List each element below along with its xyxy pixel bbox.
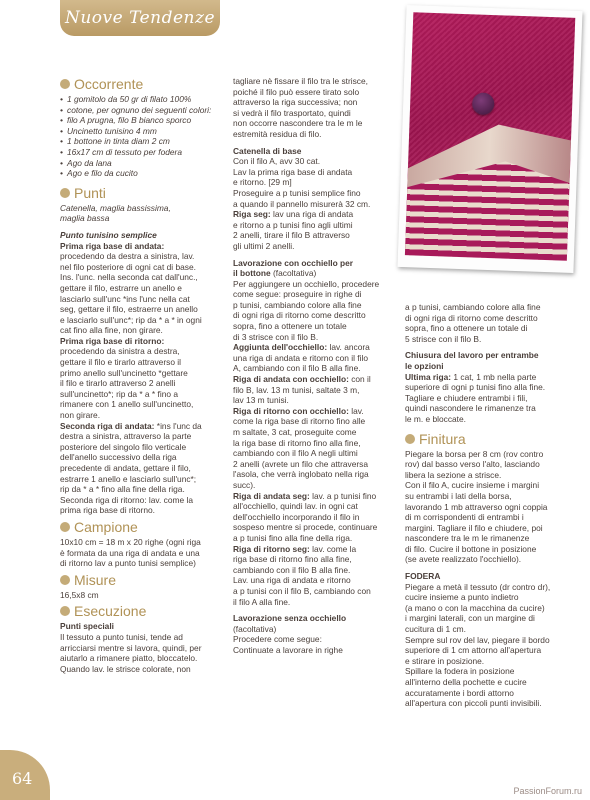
- heading-punti: Punti: [60, 185, 224, 201]
- bullet-dot-icon: [405, 434, 415, 444]
- punti-text: Catenella, maglia bassissima, maglia bassa: [60, 202, 171, 224]
- list-item: • Ago e filo da cucito: [67, 168, 224, 179]
- punti-speciali-text: Il tessuto a punto tunisi, tende ad arricciarsi mentre si lavora, quindi, per aiutarlo a rimanere piatto, bloccatelo. Quando lav. le strisce colorate, non: [60, 631, 202, 674]
- bullet-dot-icon: [60, 606, 70, 616]
- list-item: • Ago da lana: [67, 158, 224, 169]
- punti-speciali-label: Punti speciali: [60, 621, 114, 632]
- watermark: PassionForum.ru: [513, 786, 582, 796]
- bullet-dot-icon: [60, 522, 70, 532]
- bullet-dot-icon: [60, 575, 70, 585]
- column-1: [60, 76, 224, 674]
- section-header-tab: [60, 0, 220, 36]
- crochet-pouch-image: [405, 12, 575, 261]
- lavorazione-heading: Lavorazione con occhiello per il bottone (facoltativa): [233, 257, 354, 279]
- misure-text: 16,5x8 cm: [60, 589, 99, 600]
- heading-occorrente: Occorrente: [60, 76, 224, 92]
- senza-occhiello-text: (facoltativa) Procedere come segue: Continuate a lavorare in righe: [233, 623, 343, 655]
- list-item: • 1 bottone in tinta diam 2 cm: [67, 136, 224, 147]
- page-number: 64: [12, 769, 33, 788]
- list-item: • 16x17 cm di tessuto per fodera: [67, 147, 224, 158]
- section-title: Nuove Tendenze: [64, 8, 216, 28]
- intro-text: a p tunisi, cambiando colore alla fine di ogni riga di ritorno come descritto sopra, fino a ottenere un totale di 5 strisce con il filo B.: [405, 302, 541, 344]
- chiusura-text: Ultima riga: 1 cat, 1 mb nella parte superiore di ogni p tunisi fino alla fine. Tagliare e chiudere entrambi i fili, quindi nascondere le rimanenze tra le m. e bloccate.: [405, 371, 546, 424]
- bullet-dot-icon: [60, 188, 70, 198]
- heading-esecuzione: Esecuzione: [60, 603, 224, 619]
- page-number-tab: [0, 750, 50, 800]
- product-photo: [397, 5, 582, 273]
- list-item: • cotone, per ognuno dei seguenti colori:: [67, 105, 224, 116]
- prima-andata-paragraph: Prima riga base di andata: procedendo da destra a sinistra, lav. nel filo posteriore di ogni cat di base. Ins. l'unc. nella seconda cat dall'unc., gettare il filo, estrarre un anello e lasciarlo sull'unc *ins l'unc nella cat seg, gettare il filo, estraerre un anello e lasciarlo sull'unc*; rip da * a * in ogni cat fino alla fine, non girare.: [60, 240, 202, 336]
- intro-text: tagliare nè fissare il filo tra le strisce, poiché il filo può essere tirato solo attraverso la riga successiva; non si vedrà il filo trasportato, quindi non occorre nascondere tra le m le estremità residua di filo.: [233, 76, 368, 139]
- list-item: • filo A prugna, filo B bianco sporco: [67, 115, 224, 126]
- bullet-dot-icon: [60, 79, 70, 89]
- catenella-text: Con il filo A, avv 30 cat. Lav la prima riga base di andata e ritorno. [29 m] Proseguire a p tunisi semplice fino a quando il pannello misurerà 32 cm. Riga seg: lav una riga di andata e ritorno a p tunisi fino agli ultimi 2 anelli, tirare il filo B attraverso gli ultimi 2 anelli.: [233, 156, 371, 251]
- fodera-heading: FODERA: [405, 571, 441, 582]
- catenella-heading: Catenella di base: [233, 145, 302, 156]
- finitura-text: Piegare la borsa per 8 cm (rov contro rov) dal basso verso l'alto, lasciando libera la sezione a strisce. Con il filo A, cucire insieme i margini su entrambi i lati della borsa, lavorando 1 mb attraverso ogni coppia di m corrispondenti di entrambi i margini. Tagliare il filo e chiudere, poi nascondere tra le m le rimanenze di filo. Cucire il bottone in posizione (se avete realizzato l'occhiello).: [405, 448, 548, 565]
- heading-misure: Misure: [60, 572, 224, 588]
- column-3: [405, 302, 575, 709]
- tunisino-subheading: Punto tunisino semplice: [60, 229, 157, 240]
- senza-occhiello-heading: Lavorazione senza occhiello: [233, 613, 347, 624]
- heading-campione: Campione: [60, 519, 224, 535]
- materials-list: [60, 94, 224, 179]
- prima-ritorno-paragraph: Prima riga base di ritorno: procedendo da sinistra a destra, gettare il filo e tirarlo attraverso il primo anello sull'uncinetto *gettare il filo e tirarlo attraverso 2 anelli sull'uncinetto*; rip da * a * fino a rimanere con 1 anello sull'uncinetto, non girare.: [60, 335, 194, 421]
- chiusura-heading: Chiusura del lavoro per entrambe le opzioni: [405, 350, 539, 371]
- button-closure: [472, 92, 495, 115]
- campione-text: 10x10 cm = 18 m x 20 righe (ogni riga è formata da una riga di andata e una di ritorno lav a punto tunisi semplice): [60, 536, 201, 569]
- lavorazione-text: Per aggiungere un occhiello, procedere come segue: proseguire in righe di p tunisi, cambiando colore alla fine di ogni riga di ritorno come descritto sopra, fino a ottenere un totale di 3 strisce con il filo B. Aggiunta dell'occhiello: lav. ancora una riga di andata e ritorno con il filo A, cambiando con il filo B alla fine. Riga di andata con occhiello: con il filo B, lav. 13 m tunisi, saltate 3 m, lav 13 m tunisi. Riga di ritorno con occhiello: lav. come la riga base di ritorno fino alle m saltate, 3 cat, proseguite come la riga base di ritorno fino alla fine, cambiando con il filo A negli ultimi 2 anelli (avrete un filo che attraversa l'asola, che verrà inglobato nella riga succ). Riga di andata seg: lav. a p tunisi fino all'occhiello, quindi lav. in ogni cat dell'occhiello incorporando il filo in sospeso mentre si procede, continuare a p tunisi fino alla fine della riga. Riga di ritorno seg: lav. come la riga base di ritorno fino alla fine, cambiando con il filo B alla fine. Lav. una riga di andata e ritorno a p tunisi con il filo B, cambiando con il filo A alla fine.: [233, 278, 380, 607]
- list-item: • Uncinetto tunisino 4 mm: [67, 126, 224, 137]
- fodera-text: Piegare a metà il tessuto (dr contro dr), cucire insieme a punto indietro (a mano o con la macchina da cucire) i margini laterali, con un margine di cucitura di 1 cm. Sempre sul rov del lav, piegare il bordo superiore di 1 cm attorno all'apertura e stirare in posizione. Spillare la fodera in posizione all'interno della pochette e cucire accuratamente i bordi attorno all'apertura con piccoli punti invisibili.: [405, 581, 551, 709]
- heading-finitura: Finitura: [405, 431, 575, 447]
- column-2: [233, 76, 398, 655]
- seconda-andata-paragraph: Seconda riga di andata: *ins l'unc da destra a sinistra, attraverso la parte posteriore del singolo filo verticale dell'anello successivo della riga precedente di andata, gettare il filo, estrarre 1 anello e lasciarlo sull'unc*; rip da * a * fino alla fine della riga. Seconda riga di ritorno: lav. come la prima riga base di ritorno.: [60, 420, 202, 516]
- list-item: • 1 gomitolo da 50 gr di filato 100%: [67, 94, 224, 105]
